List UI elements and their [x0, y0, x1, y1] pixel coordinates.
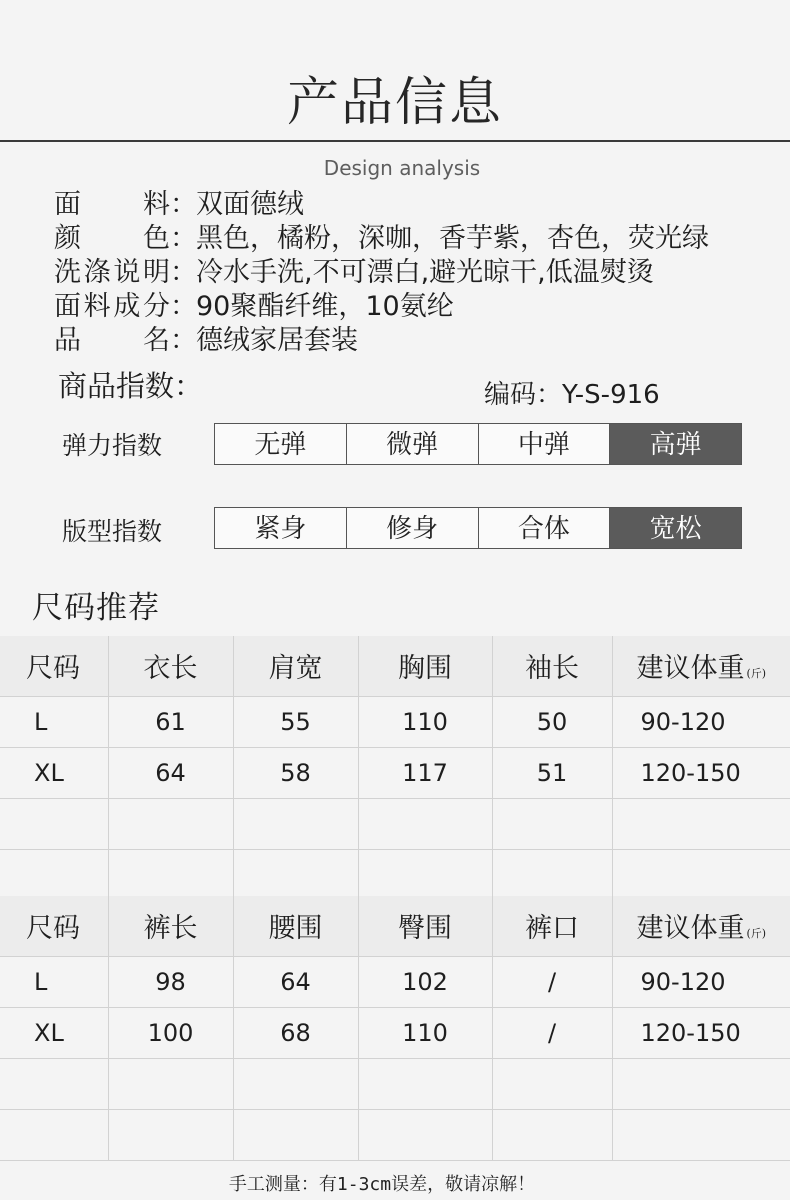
elasticity-label: 弹力指数	[62, 431, 163, 460]
info-row-color	[54, 222, 784, 256]
table-cell: L	[0, 956, 108, 1007]
table-cell	[492, 1058, 612, 1109]
table-cell	[358, 849, 492, 900]
table-cell	[233, 1058, 358, 1109]
table-cell	[612, 849, 790, 900]
bottom-size-table	[0, 896, 790, 1161]
table-row	[0, 696, 790, 747]
table-cell: 120-150	[612, 1007, 790, 1058]
table-cell: 100	[108, 1007, 233, 1058]
table-row	[0, 956, 790, 1007]
elasticity-option: 无弹	[215, 424, 347, 464]
table-row-empty	[0, 849, 790, 900]
header-weight	[612, 636, 790, 696]
table-cell	[358, 798, 492, 849]
table-cell: 51	[492, 747, 612, 798]
table-cell: 64	[233, 956, 358, 1007]
info-colon: ：	[170, 291, 197, 322]
info-row-composition	[54, 290, 784, 324]
page-subtitle: Design analysis	[323, 156, 481, 180]
table-cell	[0, 1109, 108, 1160]
header-sleeve: 袖长	[492, 636, 612, 696]
fit-scale	[214, 507, 742, 549]
header-weight-label: 建议体重	[636, 913, 745, 945]
table-cell: L	[0, 696, 108, 747]
info-label: 面料成分	[54, 291, 170, 322]
table-row	[0, 747, 790, 798]
header-size: 尺码	[0, 636, 108, 696]
info-label: 颜色	[54, 223, 170, 254]
table-cell	[492, 1109, 612, 1160]
table-cell: 120-150	[612, 747, 790, 798]
info-colon: ：	[170, 257, 197, 288]
table-cell	[0, 1058, 108, 1109]
info-colon: ：	[170, 189, 197, 220]
header-weight	[612, 896, 790, 956]
fit-label: 版型指数	[62, 517, 163, 546]
info-label: 品名	[54, 325, 170, 356]
elasticity-option: 微弹	[347, 424, 479, 464]
info-value: 黑色，橘粉，深咖，香芋紫，杏色，荧光绿	[196, 223, 709, 254]
info-colon: ：	[170, 223, 197, 254]
table-cell: XL	[0, 1007, 108, 1058]
product-info-list	[54, 188, 784, 358]
table-cell: 110	[358, 696, 492, 747]
table-cell	[612, 798, 790, 849]
table-cell	[612, 1109, 790, 1160]
header-weight-label: 建议体重	[636, 653, 745, 685]
header-chest: 胸围	[358, 636, 492, 696]
page-header	[0, 0, 790, 142]
fit-option-selected: 宽松	[610, 508, 741, 548]
table-cell	[612, 1058, 790, 1109]
info-value: 德绒家居套装	[196, 325, 358, 356]
info-row-fabric	[54, 188, 784, 222]
fit-option: 修身	[347, 508, 479, 548]
table-cell: 110	[358, 1007, 492, 1058]
table-cell	[358, 1109, 492, 1160]
page-title: 产品信息	[286, 73, 503, 133]
header-shoulder: 肩宽	[233, 636, 358, 696]
info-value: 冷水手洗,不可漂白,避光晾干,低温熨烫	[196, 257, 654, 288]
table-row	[0, 1007, 790, 1058]
table-cell: 58	[233, 747, 358, 798]
info-value: 90聚酯纤维，10氨纶	[196, 291, 454, 322]
table-cell: 61	[108, 696, 233, 747]
measurement-note: 手工测量：有1-3cm误差，敬请凉解！	[228, 1174, 536, 1195]
header-size: 尺码	[0, 896, 108, 956]
elasticity-scale	[214, 423, 742, 465]
table-cell: XL	[0, 747, 108, 798]
info-value: 双面德绒	[196, 189, 304, 220]
table-cell: 64	[108, 747, 233, 798]
table-cell: 55	[233, 696, 358, 747]
info-colon: ：	[170, 325, 197, 356]
table-cell	[358, 1058, 492, 1109]
table-cell: /	[492, 1007, 612, 1058]
table-cell	[233, 849, 358, 900]
header-pants-length: 裤长	[108, 896, 233, 956]
table-cell	[108, 1109, 233, 1160]
table-cell	[0, 849, 108, 900]
info-row-washing	[54, 256, 784, 290]
table-cell: 90-120	[612, 696, 790, 747]
info-row-product-name	[54, 324, 784, 358]
table-cell	[233, 798, 358, 849]
table-header-row	[0, 896, 790, 956]
table-row-empty	[0, 1058, 790, 1109]
table-cell: /	[492, 956, 612, 1007]
table-cell	[108, 798, 233, 849]
table-row-empty	[0, 798, 790, 849]
table-cell: 68	[233, 1007, 358, 1058]
header-hip: 臀围	[358, 896, 492, 956]
table-cell	[108, 1058, 233, 1109]
table-cell: 117	[358, 747, 492, 798]
fit-option: 合体	[479, 508, 611, 548]
elasticity-option-selected: 高弹	[610, 424, 741, 464]
elasticity-option: 中弹	[479, 424, 611, 464]
table-header-row	[0, 636, 790, 696]
table-cell: 98	[108, 956, 233, 1007]
fit-option: 紧身	[215, 508, 347, 548]
info-label: 面料	[54, 189, 170, 220]
top-size-table	[0, 636, 790, 901]
table-cell	[233, 1109, 358, 1160]
header-weight-unit: (斤)	[746, 927, 767, 941]
table-cell	[492, 849, 612, 900]
header-length: 衣长	[108, 636, 233, 696]
table-cell	[0, 798, 108, 849]
product-code: 编码：Y-S-916	[484, 380, 660, 410]
header-waist: 腰围	[233, 896, 358, 956]
header-weight-unit: (斤)	[746, 667, 767, 681]
table-row-empty	[0, 1109, 790, 1160]
product-index-title: 商品指数：	[58, 369, 204, 403]
table-cell	[108, 849, 233, 900]
size-recommendation-heading: 尺码推荐	[32, 590, 160, 626]
table-cell: 90-120	[612, 956, 790, 1007]
table-cell: 50	[492, 696, 612, 747]
table-cell	[492, 798, 612, 849]
table-cell: 102	[358, 956, 492, 1007]
header-leg-opening: 裤口	[492, 896, 612, 956]
info-label: 洗涤说明	[54, 257, 170, 288]
